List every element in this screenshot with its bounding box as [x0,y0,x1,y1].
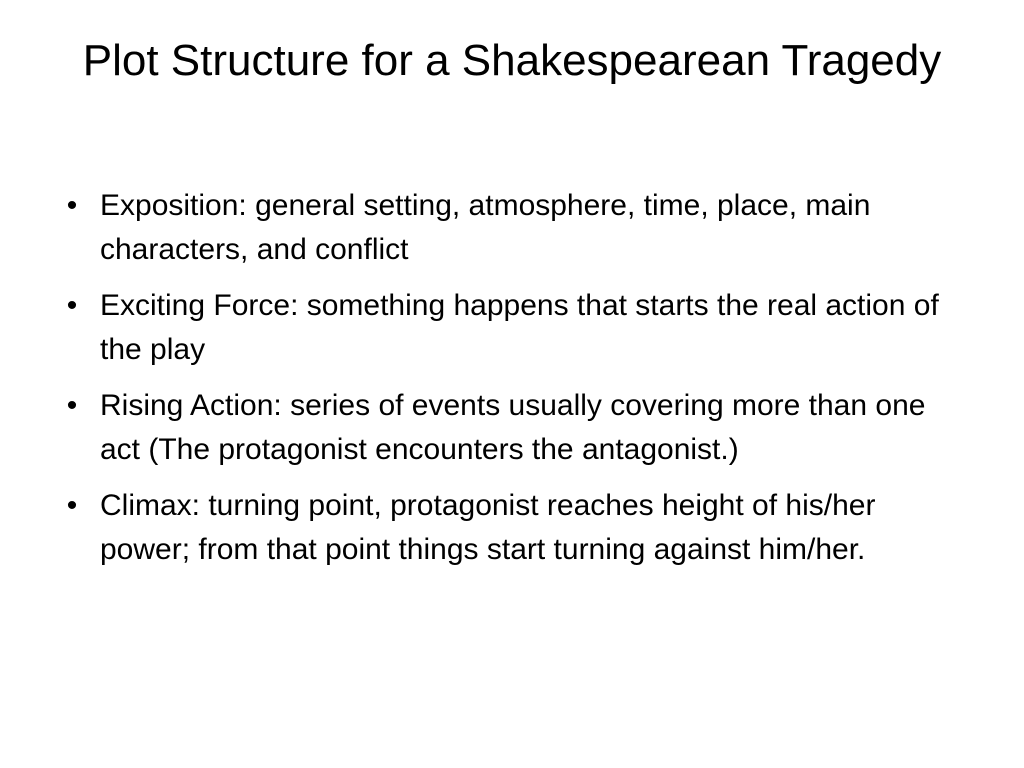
slide-title: Plot Structure for a Shakespearean Tragedy [82,36,942,85]
bullet-icon: • [66,489,78,522]
bullet-item-climax [62,484,962,572]
bullet-item-exposition [62,184,962,272]
bullet-icon: • [66,189,78,222]
bullet-icon: • [66,389,78,422]
bullet-text: Exciting Force: something happens that starts the real action of the play [100,289,939,366]
bullet-item-rising-action [62,384,962,472]
bullet-item-exciting-force [62,284,962,372]
bullet-text: Climax: turning point, protagonist reaches height of his/her power; from that point things start turning against him/her. [100,489,876,566]
bullet-text: Exposition: general setting, atmosphere, time, place, main characters, and conflict [100,189,871,266]
bullet-list [62,184,962,584]
bullet-icon: • [66,289,78,322]
bullet-text: Rising Action: series of events usually covering more than one act (The protagonist encounters the antagonist.) [100,389,926,466]
